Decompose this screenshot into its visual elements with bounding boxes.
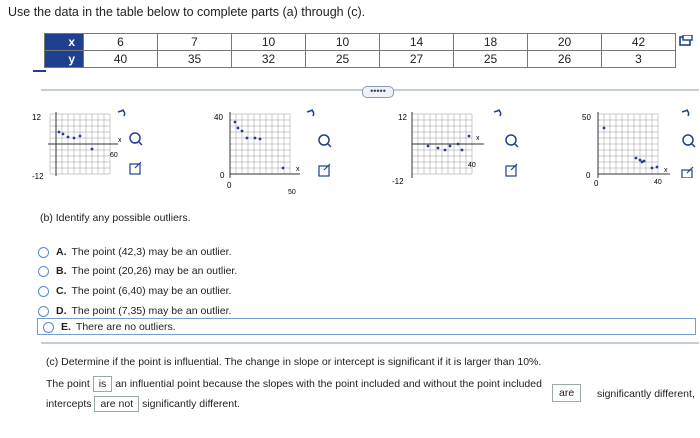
option-d[interactable] bbox=[38, 305, 231, 317]
table-cell: 6 bbox=[84, 34, 158, 51]
expand-button[interactable]: ••••• bbox=[362, 86, 394, 98]
zoom-out-icon bbox=[307, 110, 314, 116]
plot2-tools[interactable] bbox=[305, 108, 345, 178]
popout-icon bbox=[319, 164, 330, 176]
table-cell: 10 bbox=[232, 34, 306, 51]
part-b-question: (b) Identify any possible outliers. bbox=[40, 212, 191, 224]
radio-a[interactable] bbox=[38, 247, 49, 258]
table-cell: 7 bbox=[158, 34, 232, 51]
text-segment: The point bbox=[46, 378, 90, 390]
y-top-label: 12 bbox=[32, 113, 41, 122]
plot3-tools[interactable] bbox=[492, 108, 532, 178]
table-cell: 14 bbox=[380, 34, 454, 51]
table-cell: 20 bbox=[528, 34, 602, 51]
section-divider-2 bbox=[41, 342, 699, 344]
zoom-out-icon bbox=[682, 110, 689, 116]
radio-b[interactable] bbox=[38, 266, 49, 277]
table-cell: 25 bbox=[454, 51, 528, 68]
table-cell: 27 bbox=[380, 51, 454, 68]
table-cell: 40 bbox=[84, 51, 158, 68]
option-letter: D. bbox=[56, 305, 67, 317]
plot1-tools[interactable] bbox=[116, 108, 156, 178]
x-axis-label: x bbox=[296, 166, 300, 173]
progress-marker bbox=[33, 70, 46, 72]
text-segment: significantly different, bbox=[597, 388, 695, 400]
x-max-label: 60 bbox=[110, 152, 118, 159]
x-max-label: 40 bbox=[468, 162, 476, 169]
option-a[interactable] bbox=[38, 246, 231, 258]
table-cell: 18 bbox=[454, 34, 528, 51]
answer-dropdown-3[interactable]: are not bbox=[94, 396, 139, 412]
option-e[interactable] bbox=[43, 321, 176, 333]
part-c-line1 bbox=[46, 376, 542, 392]
zoom-in-icon bbox=[683, 135, 695, 147]
table-cell: 10 bbox=[306, 34, 380, 51]
popout-icon bbox=[506, 164, 517, 176]
popout-icon bbox=[682, 167, 693, 178]
scatterplot-option-2[interactable] bbox=[200, 108, 310, 198]
x-min-label: 0 bbox=[227, 181, 232, 190]
x-max-label: 40 bbox=[654, 179, 662, 186]
zoom-in-icon bbox=[319, 135, 331, 147]
y-bottom-label: 0 bbox=[586, 171, 591, 180]
option-c[interactable] bbox=[38, 285, 231, 297]
table-cell: 25 bbox=[306, 51, 380, 68]
table-cell: 35 bbox=[158, 51, 232, 68]
option-text: There are no outliers. bbox=[75, 321, 176, 333]
text-segment: significantly different. bbox=[142, 398, 240, 410]
y-bottom-label: -12 bbox=[32, 172, 44, 181]
option-text: The point (6,40) may be an outlier. bbox=[71, 285, 232, 297]
answer-dropdown-1[interactable]: is bbox=[93, 376, 113, 392]
scatterplot-option-1[interactable] bbox=[30, 108, 200, 188]
instructions: Use the data in the table below to complete parts (a) through (c). bbox=[8, 5, 366, 19]
table-row-x bbox=[45, 34, 676, 51]
x-axis-label: x bbox=[476, 135, 480, 142]
radio-c[interactable] bbox=[38, 286, 49, 297]
part-c-question: (c) Determine if the point is influential. The change in slope or intercept is significant if it is larger than 10%. bbox=[46, 356, 542, 368]
answer-dropdown-2[interactable]: are bbox=[552, 384, 581, 402]
option-letter: B. bbox=[56, 265, 67, 277]
part-c-line2 bbox=[46, 396, 240, 412]
option-letter: E. bbox=[61, 321, 71, 333]
radio-e[interactable] bbox=[43, 322, 54, 333]
x-min-label: 0 bbox=[594, 179, 599, 188]
option-letter: C. bbox=[56, 285, 67, 297]
y-bottom-label: -12 bbox=[392, 177, 404, 186]
plot4-tools[interactable] bbox=[672, 108, 700, 178]
table-cell: 26 bbox=[528, 51, 602, 68]
option-b[interactable] bbox=[38, 265, 237, 277]
option-letter: A. bbox=[56, 246, 67, 258]
x-axis-label: x bbox=[118, 137, 122, 144]
x-max-label: 50 bbox=[288, 189, 296, 196]
option-text: The point (42,3) may be an outlier. bbox=[71, 246, 232, 258]
row-header-y: y bbox=[45, 51, 84, 68]
zoom-in-icon bbox=[130, 133, 142, 145]
radio-d[interactable] bbox=[38, 306, 49, 317]
scatterplot-option-4[interactable] bbox=[578, 108, 678, 188]
table-row-y bbox=[45, 51, 676, 68]
y-top-label: 40 bbox=[214, 113, 223, 122]
text-segment: an influential point because the slopes with the point included and without the point included bbox=[115, 378, 542, 390]
table-cell: 32 bbox=[232, 51, 306, 68]
popout-icon bbox=[130, 162, 141, 174]
y-top-label: 12 bbox=[398, 113, 407, 122]
zoom-out-icon bbox=[494, 110, 501, 116]
text-segment: intercepts bbox=[46, 398, 92, 410]
y-top-label: 50 bbox=[582, 113, 591, 122]
option-text: The point (20,26) may be an outlier. bbox=[71, 265, 238, 277]
y-bottom-label: 0 bbox=[220, 171, 225, 180]
data-table bbox=[44, 33, 676, 68]
zoom-out-icon bbox=[118, 110, 125, 116]
table-cell: 42 bbox=[602, 34, 676, 51]
option-text: The point (7,35) may be an outlier. bbox=[71, 305, 232, 317]
zoom-in-icon bbox=[506, 135, 518, 147]
scatterplot-option-3[interactable] bbox=[388, 108, 498, 188]
row-header-x: x bbox=[45, 34, 84, 51]
x-axis-label: x bbox=[664, 167, 668, 174]
copy-table-icon[interactable] bbox=[679, 35, 693, 47]
table-cell: 3 bbox=[602, 51, 676, 68]
